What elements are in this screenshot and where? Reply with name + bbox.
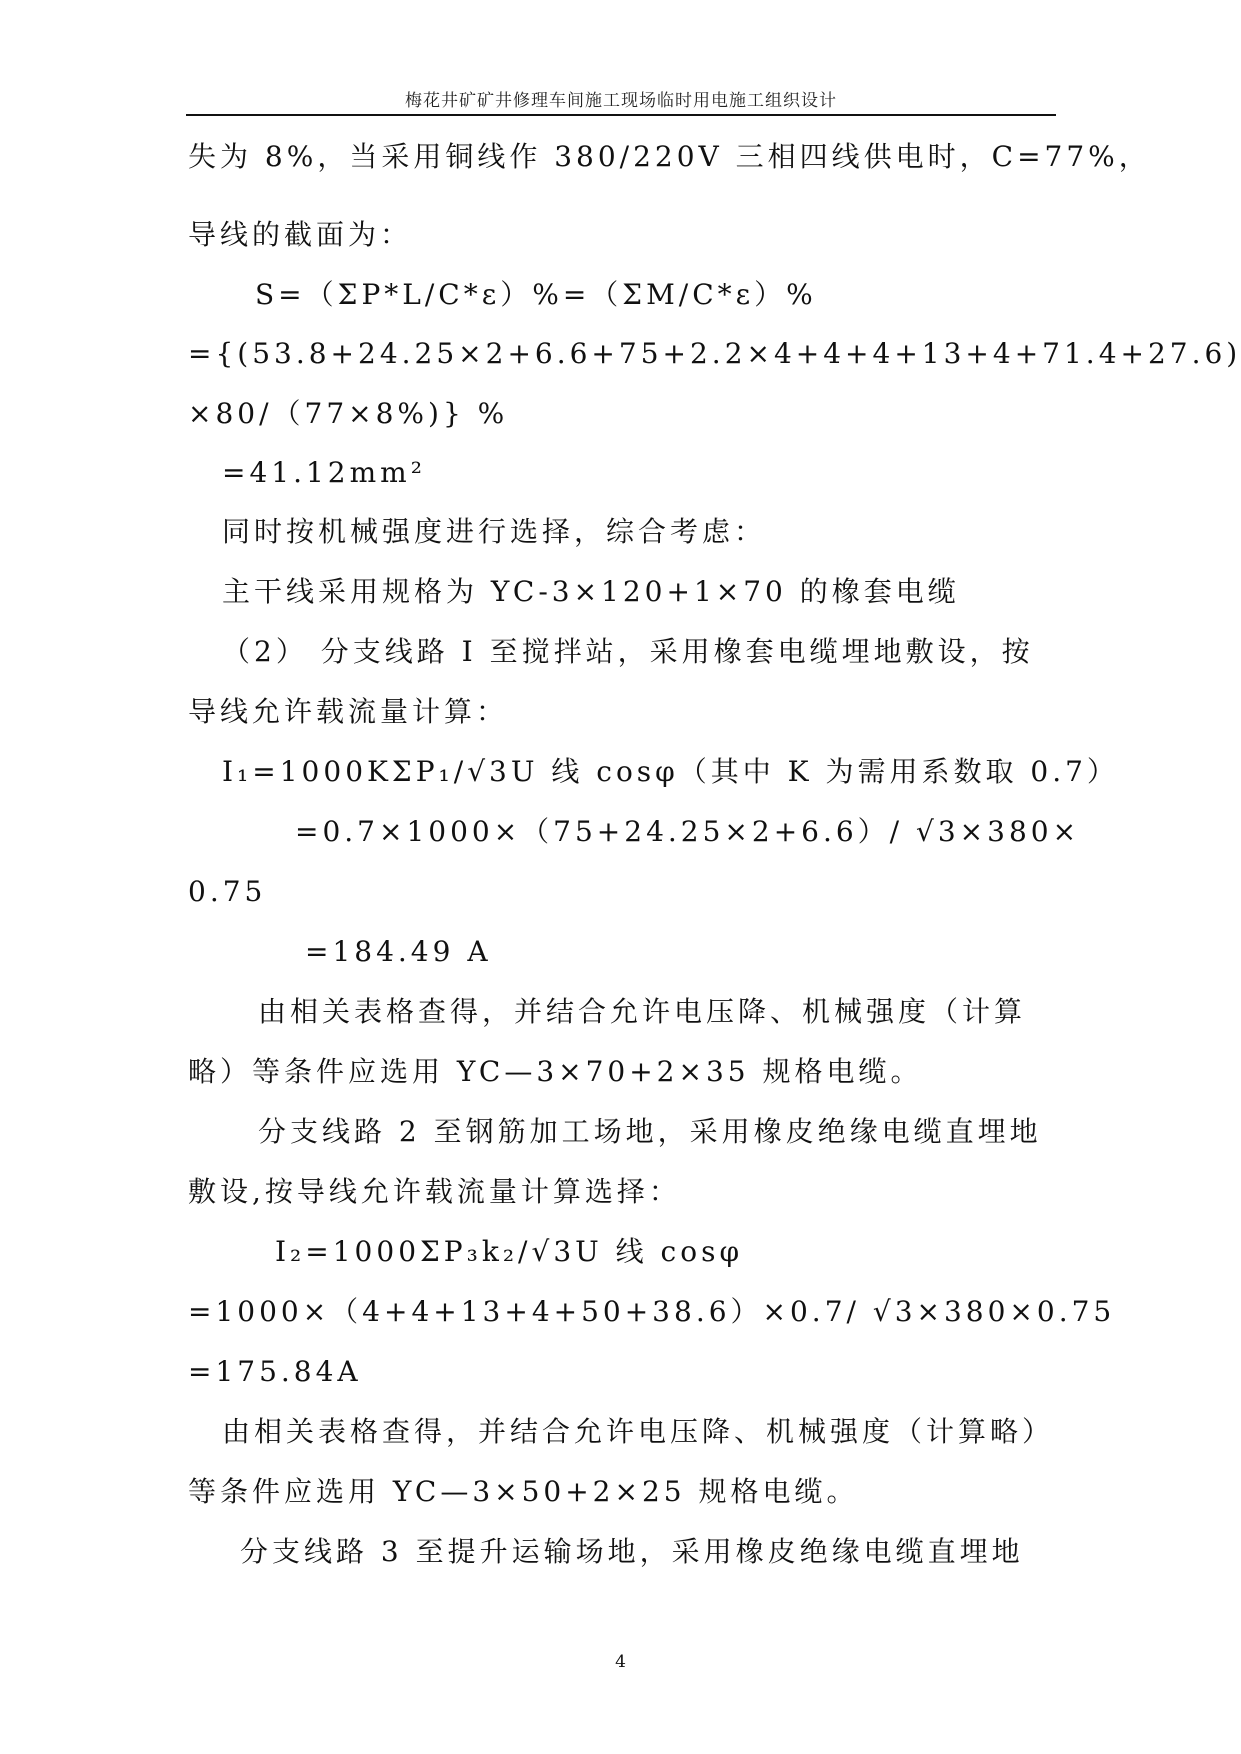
formula-result-2: =184.49 A bbox=[305, 935, 492, 968]
formula-line-6: 0.75 bbox=[188, 875, 267, 908]
body-line-3: 同时按机械强度进行选择，综合考虑： bbox=[222, 515, 767, 548]
formula-line-1: S=（ΣP*L/C*ε）%=（ΣM/C*ε）% bbox=[255, 278, 817, 311]
body-line-10: 敷设,按导线允许载流量计算选择： bbox=[188, 1175, 681, 1208]
body-line-8: 略）等条件应选用 YC—3×70+2×35 规格电缆。 bbox=[188, 1055, 923, 1088]
formula-result-1: =41.12mm² bbox=[222, 456, 426, 489]
body-line-4: 主干线采用规格为 YC-3×120+1×70 的橡套电缆 bbox=[222, 575, 960, 608]
formula-line-8: =1000×（4+4+13+4+50+38.6）×0.7/ √3×380×0.75 bbox=[188, 1295, 1116, 1328]
body-line-9: 分支线路 2 至钢筋加工场地，采用橡皮绝缘电缆直埋地 bbox=[258, 1115, 1042, 1148]
body-line-2: 导线的截面为： bbox=[188, 218, 413, 251]
body-line-12: 等条件应选用 YC—3×50+2×25 规格电缆。 bbox=[188, 1475, 859, 1508]
formula-line-7: I₂=1000ΣP₃k₂/√3U 线 cosφ bbox=[275, 1235, 744, 1268]
body-line-13: 分支线路 3 至提升运输场地，采用橡皮绝缘电缆直埋地 bbox=[240, 1535, 1024, 1568]
page-header-title: 梅花井矿矿井修理车间施工现场临时用电施工组织设计 bbox=[405, 91, 837, 111]
body-line-1: 失为 8%，当采用铜线作 380/220V 三相四线供电时，C=77%， bbox=[188, 140, 1151, 173]
header-divider bbox=[186, 114, 1056, 116]
formula-line-3: ×80/（77×8%)} % bbox=[188, 397, 509, 430]
formula-result-3: =175.84A bbox=[188, 1355, 362, 1388]
body-line-5: （2） 分支线路 I 至搅拌站，采用橡套电缆埋地敷设，按 bbox=[222, 635, 1034, 668]
formula-line-2: ={(53.8+24.25×2+6.6+75+2.2×4+4+4+13+4+71.4+27.6) bbox=[188, 337, 1241, 370]
page-number: 4 bbox=[615, 1652, 626, 1672]
formula-line-4: I₁=1000KΣP₁/√3U 线 cosφ（其中 K 为需用系数取 0.7） bbox=[222, 755, 1119, 788]
body-line-6: 导线允许载流量计算： bbox=[188, 695, 509, 728]
body-line-11: 由相关表格查得，并结合允许电压降、机械强度（计算略） bbox=[222, 1415, 1055, 1448]
formula-line-5: =0.7×1000×（75+24.25×2+6.6）/ √3×380× bbox=[295, 815, 1081, 848]
body-line-7: 由相关表格查得，并结合允许电压降、机械强度（计算 bbox=[258, 995, 1027, 1028]
